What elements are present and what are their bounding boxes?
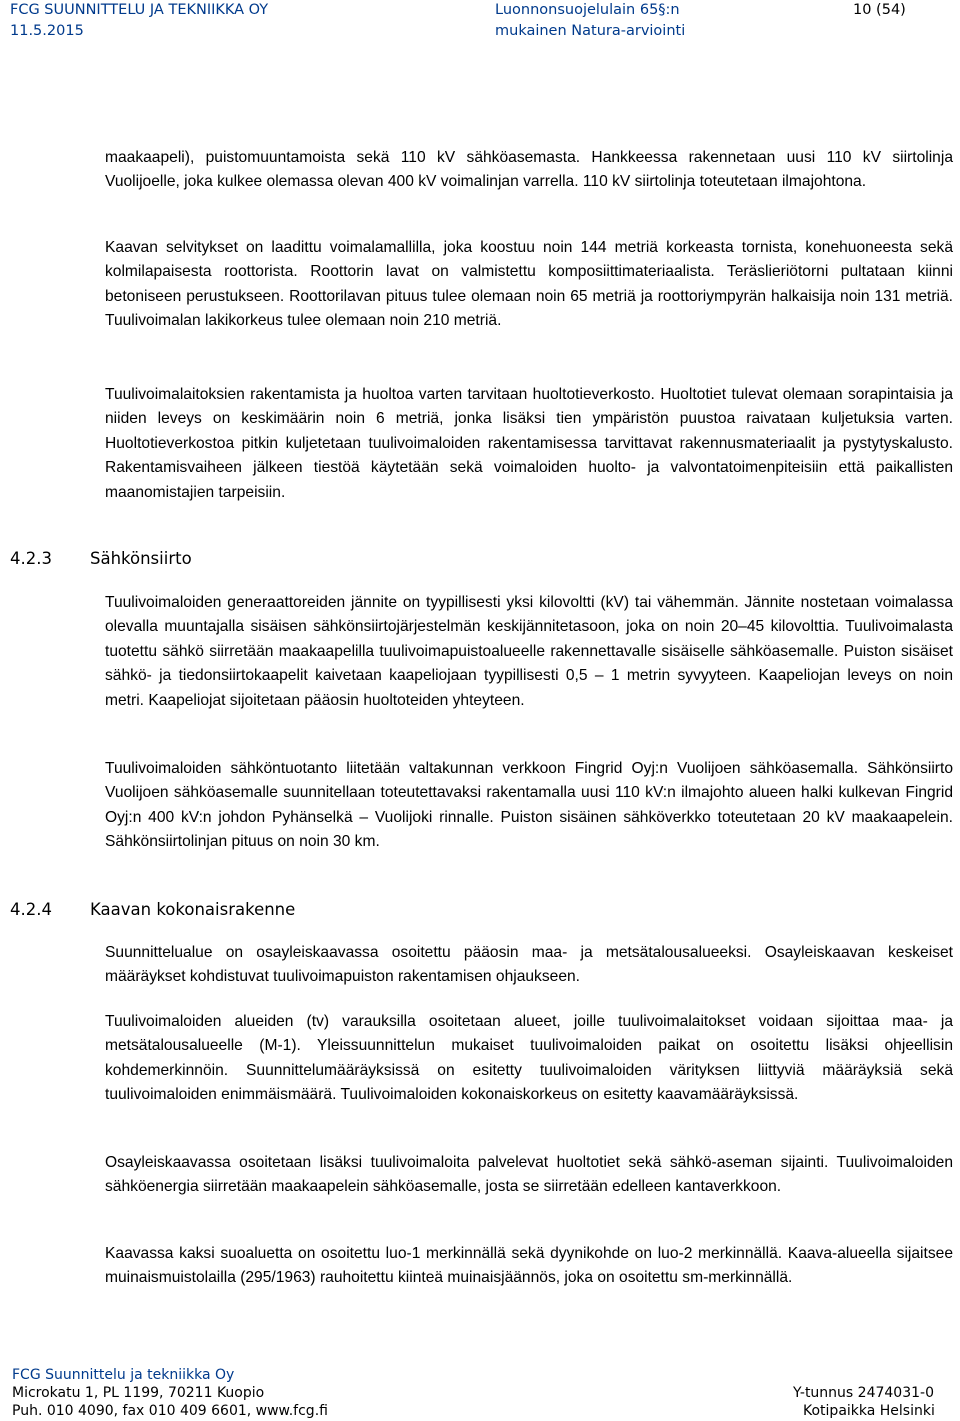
paragraph-1: maakaapeli), puistomuuntamoista sekä 110 kV sähköasemasta. Hankkeessa rakennetaan uusi 110 kV siirtolinja Vuolijoelle, joka kulkee olemassa olevan 400 kV voimalinjan varrella. 110 kV siirtolinja toteutetaan ilmajohtona. [105, 149, 953, 191]
footer-company: FCG Suunnittelu ja tekniikka Oy [12, 1367, 235, 1383]
paragraph-4: Tuulivoimaloiden generaattoreiden jännite on tyypillisesti yksi kilovoltti (kV) tai vähemmän. Jännite nostetaan voimalassa olevalla muuntajalla sisäisen sähkönsiirtojärjestelmän keskijännitetasoon, joka on noin 20–45 kilovolttia. Tuulivoimalasta tuotettu sähkö siirretään maakaapelilla tuulivoimapuistoalueelle rakennettavalle sisäiselle sähköasemalle. Puiston sisäiset sähkö- ja tiedonsiirtokaapelit kaivetaan kaapeliojaan tyypillisesti 0,5 – 1 metrin syvyyteen. Kaapeliojan leveys on noin metri. Kaapeliojat sijoitetaan pääosin huoltoteiden yhteyteen. [105, 594, 953, 709]
header-date: 11.5.2015 [10, 23, 84, 39]
section-heading-kokonaisrakenne [10, 899, 295, 921]
paragraph-5: Tuulivoimaloiden sähköntuotanto liitetään valtakunnan verkkoon Fingrid Oyj:n Vuolijoen sähköasemalla. Sähkönsiirto Vuolijoen sähköasemalle suunnitellaan toteutettavaksi rakentamalla uusi 110 kV:n ilmajohto alueen halki kulkevan Fingrid Oyj:n 400 kV:n johdon Pyhänselkä – Vuolijoki rinnalle. Puiston sisäinen sähköverkko toteutetaan 20 kV maakaapelein. Sähkönsiirtolinjan pituus on noin 30 km. [105, 760, 953, 851]
paragraph-3: Tuulivoimalaitoksien rakentamista ja huoltoa varten tarvitaan huoltotieverkosto. Huoltotiet tulevat olemaan sorapintaisia ja niiden leveys on keskimäärin noin 6 metriä, jonka lisäksi tien ympäristön puustoa raivataan kuljetuksia varten. Huoltotieverkostoa pitkin kuljetetaan tuulivoimaloiden rakentamisessa tarvittavat rakennusmateriaalit ja pystytyskalusto. Rakentamisvaiheen jälkeen tiestöä käytetään sekä voimaloiden huolto- ja valvontatoimenpiteisiin että paikallisten maanomistajien tarpeisiin. [105, 386, 953, 501]
footer-address: Microkatu 1, PL 1199, 70211 Kuopio [12, 1385, 265, 1401]
footer-business-id: Y-tunnus 2474031-0 [793, 1385, 934, 1401]
paragraph-2: Kaavan selvitykset on laadittu voimalamallilla, joka koostuu noin 144 metriä korkeasta tornista, konehuoneesta sekä kolmilapaisesta roottorista. Roottorin lavat on valmistettu komposiittimateriaalista. Teräslieriötorni pultataan kiinni betoniseen perustukseen. Roottorilavan pituus tulee olemaan noin 65 metriä ja roottoriympyrän halkaisija noin 131 metriä. Tuulivoimalan lakikorkeus tulee olemaan noin 210 metriä. [105, 239, 953, 330]
header-title-line2: mukainen Natura-arviointi [495, 23, 686, 39]
section-title: Sähkönsiirto [90, 549, 192, 568]
section-heading-sahkonsiirto [10, 548, 192, 570]
header-title-line1: Luonnonsuojelulain 65§:n [495, 2, 680, 18]
paragraph-9: Kaavassa kaksi suoaluetta on osoitettu luo-1 merkinnällä sekä dyynikohde on luo-2 merkinnällä. Kaava-alueella sijaitsee muinaismuistolailla (295/1963) rauhoitettu kiinteä muinaisjäännös, joka on osoitettu sm-merkinnällä. [105, 1245, 953, 1287]
section-number: 4.2.3 [10, 549, 52, 568]
section-number: 4.2.4 [10, 900, 52, 919]
footer-contact: Puh. 010 4090, fax 010 409 6601, www.fcg.fi [12, 1403, 328, 1419]
paragraph-8: Osayleiskaavassa osoitetaan lisäksi tuulivoimaloita palvelevat huoltotiet sekä sähkö-aseman sijainti. Tuulivoimaloiden sähköenergia siirretään maakaapelein sähköasemalle, josta se siirretään edelleen kantaverkkoon. [105, 1154, 953, 1196]
header-page-number: 10 (54) [853, 2, 906, 18]
paragraph-6: Suunnittelualue on osayleiskaavassa osoitettu pääosin maa- ja metsätalousalueeksi. Osayleiskaavan keskeiset määräykset kohdistuvat tuulivoimapuiston rakentamisen ohjaukseen. [105, 944, 953, 986]
header-company: FCG SUUNNITTELU JA TEKNIIKKA OY [10, 2, 269, 18]
footer-domicile: Kotipaikka Helsinki [803, 1403, 935, 1419]
paragraph-7: Tuulivoimaloiden alueiden (tv) varauksilla osoitetaan alueet, joille tuulivoimalaitokset voidaan sijoittaa maa- ja metsätalousalueelle (M-1). Yleissuunnittelun mukaiset tuulivoimaloiden paikat on osoitettu lisäksi ohjeellisin kohdemerkinnöin. Suunnittelumääräyksissä on esitetty tuulivoimaloiden värityksen liittyviä määräyksiä sekä tuulivoimaloiden enimmäismäärä. Tuulivoimaloiden kokonaiskorkeus on esitetty kaavamääräyksissä. [105, 1013, 953, 1104]
section-title: Kaavan kokonaisrakenne [90, 900, 296, 919]
page-header [0, 0, 960, 60]
